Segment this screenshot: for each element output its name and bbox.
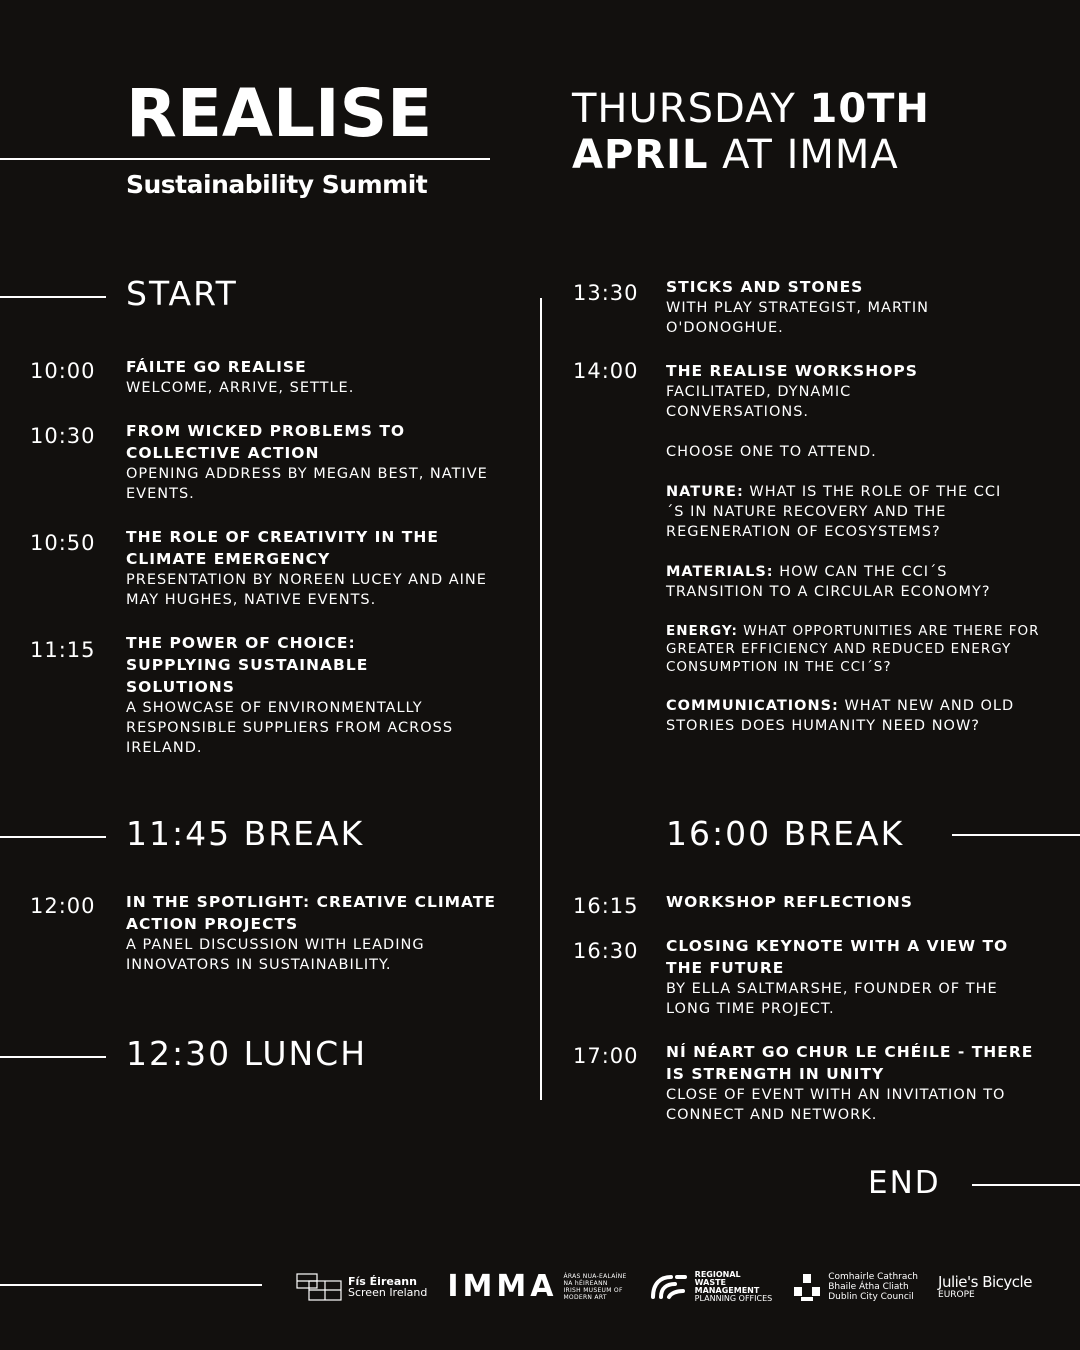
workshop-topic — [666, 696, 1016, 736]
footer-line — [0, 1284, 262, 1286]
item-title: STICKS AND STONES — [666, 278, 864, 296]
workshop-topic — [666, 482, 1016, 542]
item-note: CHOOSE ONE TO ATTEND. — [666, 444, 877, 460]
date-venue: AT IMMA — [708, 132, 899, 178]
rwm-line2: WASTE — [694, 1278, 726, 1287]
workshop-topic — [666, 622, 1040, 676]
event-subtitle: Sustainability Summit — [126, 170, 428, 199]
section-break2: 16:00 BREAK — [666, 814, 905, 853]
imma-wordmark: IMMA — [447, 1269, 558, 1304]
rwm-icon — [647, 1271, 689, 1303]
section-lunch: 12:30 LUNCH — [126, 1034, 368, 1073]
item-desc: OPENING ADDRESS BY MEGAN BEST, NATIVE EVENTS. — [126, 466, 488, 502]
item-time: 16:30 — [573, 939, 639, 963]
screen-ireland-logo — [296, 1273, 427, 1301]
item-title: THE POWER OF CHOICE: SUPPLYING SUSTAINABLE SOLUTIONS — [126, 634, 369, 696]
item-desc: WITH PLAY STRATEGIST, MARTIN O'DONOGHUE. — [666, 300, 929, 336]
rwm-line3: MANAGEMENT — [694, 1286, 760, 1295]
schedule-item — [666, 1041, 1040, 1125]
title-divider — [0, 158, 490, 160]
topic-text: WHAT OPPORTUNITIES ARE THERE FOR GREATER EFFICIENCY AND REDUCED ENERGY CONSUMPTION IN THE CCI´S? — [666, 623, 1040, 675]
item-time: 16:15 — [573, 894, 639, 918]
jb-line2: EUROPE — [938, 1290, 975, 1300]
castle-icon — [792, 1272, 822, 1302]
item-title: THE REALISE WORKSHOPS — [666, 362, 918, 380]
topic-text: HOW CAN THE CCI´S TRANSITION TO A CIRCULAR ECONOMY? — [666, 564, 991, 600]
schedule-item — [126, 632, 506, 758]
event-date — [572, 86, 1042, 178]
schedule-item — [126, 526, 506, 610]
topic-text: WHAT IS THE ROLE OF THE CCI´S IN NATURE RECOVERY AND THE REGENERATION OF ECOSYSTEMS? — [666, 484, 1002, 540]
item-title: THE ROLE OF CREATIVITY IN THE CLIMATE EMERGENCY — [126, 528, 439, 568]
schedule-item — [666, 276, 1036, 338]
item-desc: A SHOWCASE OF ENVIRONMENTALLY RESPONSIBLE SUPPLIERS FROM ACROSS IRELAND. — [126, 700, 454, 756]
item-title: WORKSHOP REFLECTIONS — [666, 893, 913, 911]
item-time: 13:30 — [573, 281, 639, 305]
item-time: 10:50 — [30, 531, 96, 555]
item-title: CLOSING KEYNOTE WITH A VIEW TO THE FUTURE — [666, 937, 1009, 977]
item-time: 17:00 — [573, 1044, 639, 1068]
item-title: FROM WICKED PROBLEMS TO COLLECTIVE ACTION — [126, 422, 406, 462]
section-end: END — [868, 1165, 941, 1201]
imma-small-line2: NA hÉIREANN — [563, 1280, 608, 1287]
item-desc: PRESENTATION BY NOREEN LUCEY AND AINE MAY HUGHES, NATIVE EVENTS. — [126, 572, 487, 608]
julies-bicycle-logo — [938, 1274, 1032, 1300]
item-desc: CLOSE OF EVENT WITH AN INVITATION TO CONNECT AND NETWORK. — [666, 1087, 1006, 1123]
dcc-line2: Bhaile Átha Cliath — [828, 1282, 909, 1292]
event-title: REALISE — [126, 75, 433, 152]
item-desc: BY ELLA SALTMARSHE, FOUNDER OF THE LONG TIME PROJECT. — [666, 981, 998, 1017]
item-time: 10:30 — [30, 424, 96, 448]
dcc-line1: Comhairle Cathrach — [828, 1272, 919, 1282]
topic-text: WHAT NEW AND OLD STORIES DOES HUMANITY NEED NOW? — [666, 698, 1015, 734]
screen-ireland-line2: Screen Ireland — [348, 1286, 428, 1299]
item-title: NÍ NÉART GO CHUR LE CHÉILE - THERE IS STRENGTH IN UNITY — [666, 1043, 1034, 1083]
rwm-logo — [647, 1271, 773, 1303]
topic-label: NATURE: — [666, 484, 744, 500]
item-time: 11:15 — [30, 638, 96, 662]
item-title: FÁILTE GO REALISE — [126, 358, 307, 376]
sponsor-logos — [296, 1264, 1032, 1310]
schedule-item — [126, 420, 496, 504]
lunch-line — [0, 1056, 106, 1058]
imma-small-line1: ÁRAS NUA-EALAÍNE — [563, 1273, 627, 1280]
date-month: APRIL — [572, 132, 709, 178]
jb-line1: Julie's Bicycle — [938, 1273, 1032, 1291]
imma-logo — [447, 1269, 627, 1304]
item-desc: WELCOME, ARRIVE, SETTLE. — [126, 380, 355, 396]
date-day: 10TH — [809, 86, 930, 132]
item-title: IN THE SPOTLIGHT: CREATIVE CLIMATE ACTION PROJECTS — [126, 893, 497, 933]
start-line — [0, 296, 106, 298]
section-break1: 11:45 BREAK — [126, 814, 365, 853]
rwm-line1: REGIONAL — [694, 1270, 741, 1279]
dublin-city-council-logo — [792, 1272, 918, 1302]
imma-small-line3: IRISH MUSEUM OF — [563, 1287, 623, 1294]
section-start: START — [126, 274, 238, 313]
imma-small-line4: MODERN ART — [563, 1294, 607, 1301]
item-desc: A PANEL DISCUSSION WITH LEADING INNOVATORS IN SUSTAINABILITY. — [126, 937, 425, 973]
item-time: 12:00 — [30, 894, 96, 918]
topic-label: COMMUNICATIONS: — [666, 698, 839, 714]
item-time: 10:00 — [30, 359, 96, 383]
topic-label: ENERGY: — [666, 623, 738, 639]
item-desc: FACILITATED, DYNAMIC CONVERSATIONS. — [666, 384, 852, 420]
column-divider — [540, 298, 542, 1100]
screen-ireland-line1: Fís Éireann — [348, 1275, 417, 1288]
break1-line — [0, 836, 106, 838]
item-time: 14:00 — [573, 359, 639, 383]
end-line — [972, 1184, 1080, 1186]
screen-ireland-icon — [296, 1273, 342, 1301]
topic-label: MATERIALS: — [666, 564, 774, 580]
date-weekday: THURSDAY — [572, 86, 810, 132]
dcc-line3: Dublin City Council — [828, 1292, 914, 1302]
workshop-topic — [666, 562, 1040, 602]
schedule-item — [126, 356, 506, 398]
break2-line — [952, 834, 1080, 836]
schedule-item — [666, 935, 1040, 1019]
schedule-item — [666, 360, 1040, 736]
rwm-line4: PLANNING OFFICES — [694, 1294, 773, 1303]
schedule-item — [126, 891, 496, 975]
schedule-item — [666, 891, 1036, 913]
